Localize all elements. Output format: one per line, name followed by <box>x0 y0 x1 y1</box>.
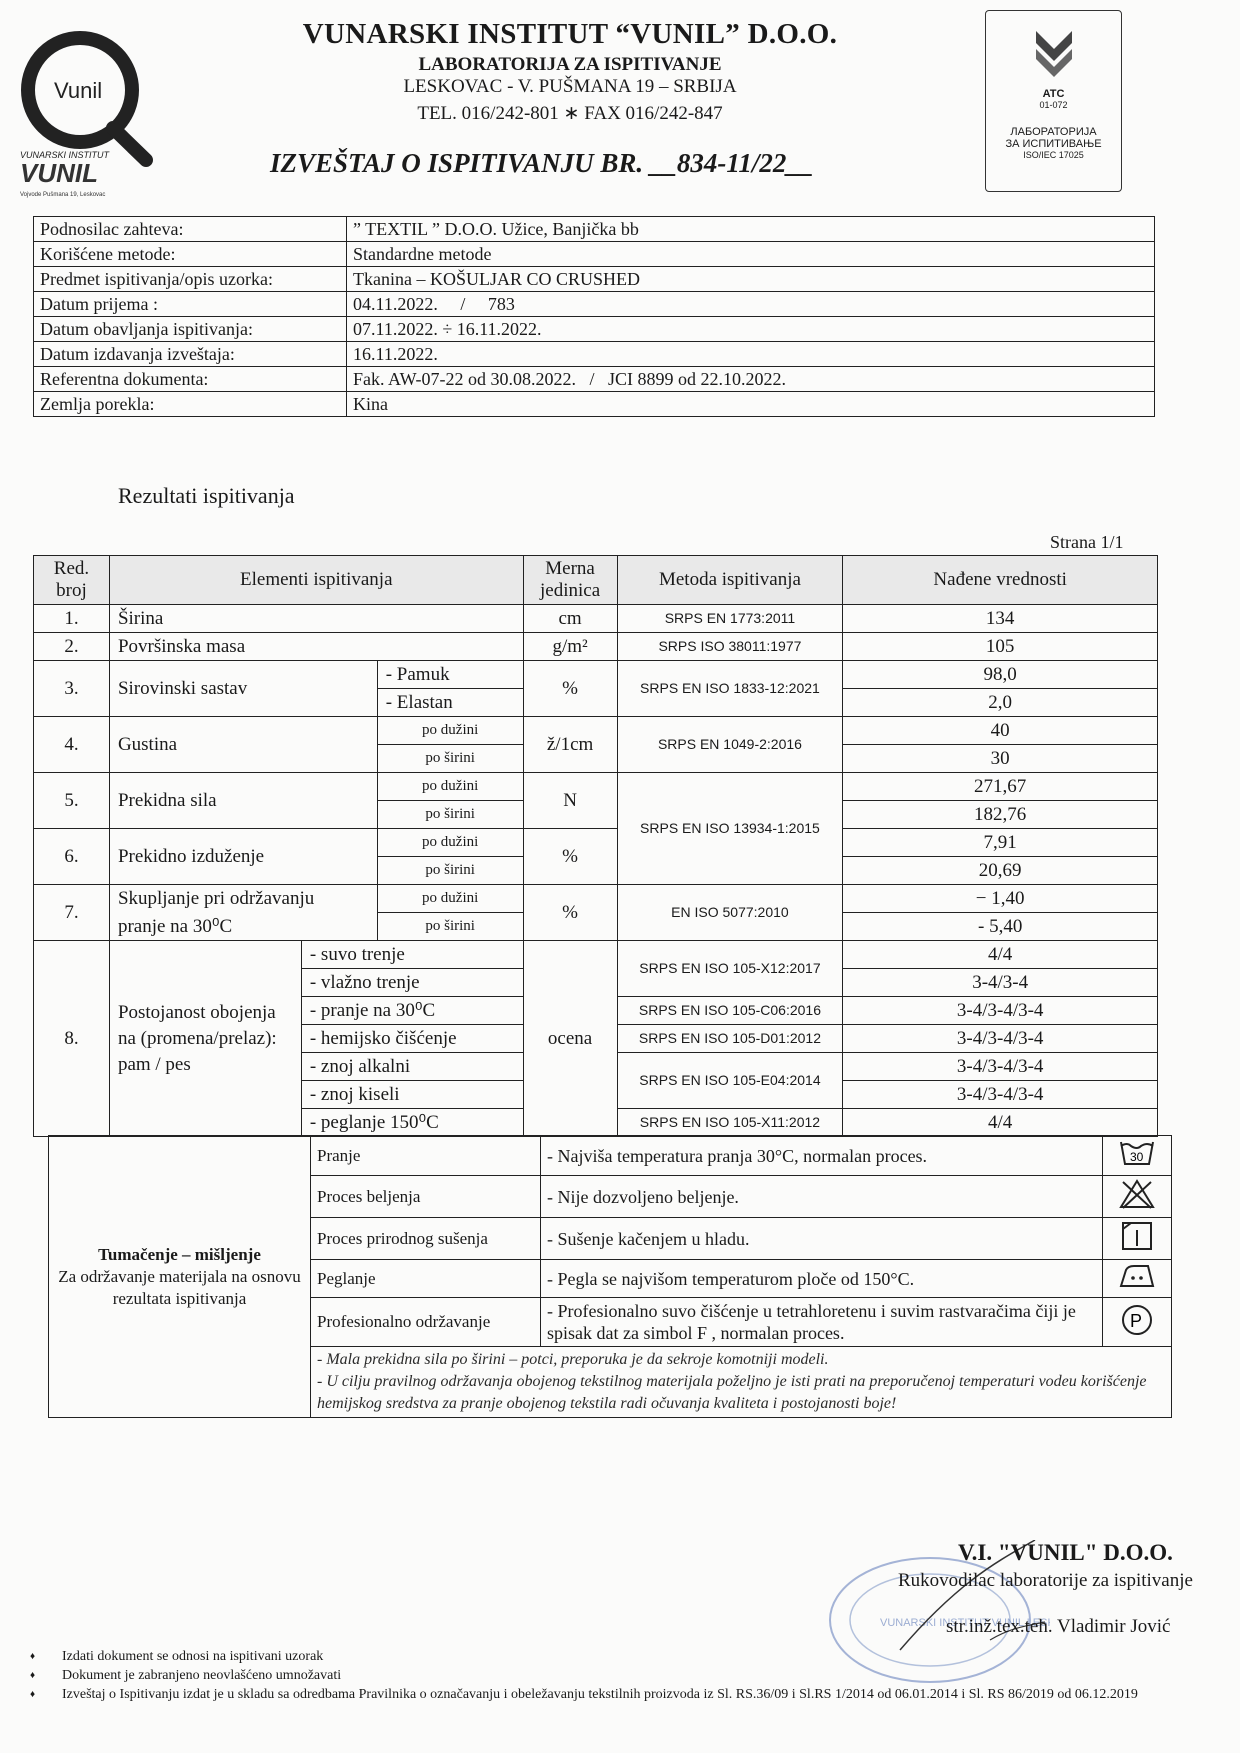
atc-label: ATC <box>1042 88 1065 100</box>
table-row: - hemijsko čišćenje SRPS EN ISO 105-D01:2012 3-4/3-4/3-4 <box>34 1025 1158 1053</box>
care-row: Proces beljenja - Nije dozvoljeno beljenje. <box>49 1176 1172 1218</box>
svg-text:VUNARSKI INSTITUT: VUNARSKI INSTITUT <box>20 150 110 160</box>
care-row: Profesionalno održavanje - Profesionalno suvo čišćenje u tetrahloretenu i suvim rastvaračima čiji je spisak dat za simbol F , normalan proces. P <box>49 1298 1172 1347</box>
table-row: 1. Širina cm SRPS EN 1773:2011 134 <box>34 605 1158 633</box>
table-row: - Elastan 2,0 <box>34 689 1158 717</box>
professional-dry-clean-p-icon <box>1103 1298 1172 1347</box>
table-row: pranje na 30⁰C po širini - 5,40 <box>34 913 1158 941</box>
table-row: po širini 20,69 <box>34 857 1158 885</box>
note-1: - Mala prekidna sila po širini – potci, preporuka je da sekroje komotniji modeli. <box>317 1351 829 1368</box>
table-row: - peglanje 150⁰C SRPS EN ISO 105-X11:2012 4/4 <box>34 1109 1158 1137</box>
institute-name: VUNARSKI INSTITUT “VUNIL” D.O.O. <box>302 18 838 50</box>
info-row: Korišćene metode: Standardne metode <box>34 242 1155 267</box>
institute-phone: TEL. 016/242-801 ∗ FAX 016/242-847 <box>417 103 723 124</box>
accreditation-badge: ATC 01-072 ЛАБОРАТОРИЈА ЗА ИСПИТИВАЊЕ ISO/IEC 17025 <box>985 10 1122 192</box>
care-row: Proces prirodnog sušenja - Sušenje kačenjem u hladu. <box>49 1218 1172 1260</box>
table-row: - znoj alkalni SRPS EN ISO 105-E04:2014 3-4/3-4/3-4 <box>34 1053 1158 1081</box>
table-row: 5. Prekidna sila po dužini N SRPS EN ISO 13934-1:2015 271,67 <box>34 773 1158 801</box>
header-element: Elementi ispitivanja <box>109 556 523 605</box>
footer-item: ♦ Dokument je zabranjeno neovlašćeno umnožavati <box>30 1666 1210 1685</box>
signature-name: str.inž.tex.teh. Vladimir Jović <box>946 1616 1171 1637</box>
table-row: 8. Postojanost obojenja na (promena/prelaz): pam / pes - suvo trenje ocena SRPS EN ISO 105-X12:2017 4/4 <box>34 941 1158 969</box>
care-notes <box>311 1347 1172 1418</box>
table-row: 3. Sirovinski sastav - Pamuk % SRPS EN ISO 1833-12:2021 98,0 <box>34 661 1158 689</box>
atc-logo-icon <box>1024 23 1084 83</box>
footer-item: ♦ Izveštaj o Ispitivanju izdat je u skladu sa odredbama Pravilnika o označavanju i obeležavanju tekstilnih proizvoda iz Sl. RS.36/09 i Sl.RS 1/2014 od 06.01.2014 i Sl. RS 86/2019 od 06.12.2019 <box>30 1685 1210 1704</box>
table-row: 2. Površinska masa g/m² SRPS ISO 38011:1977 105 <box>34 633 1158 661</box>
header-value: Nađene vrednosti <box>843 556 1158 605</box>
info-row: Podnosilac zahteva: ” TEXTIL ” D.O.O. Užice, Banjička bb <box>34 217 1155 242</box>
svg-text:P: P <box>1130 1310 1143 1331</box>
results-title: Rezultati ispitivanja <box>118 483 295 508</box>
table-row: 6. Prekidno izduženje po dužini % 7,91 <box>34 829 1158 857</box>
info-row: Datum izdavanja izveštaja: 16.11.2022. <box>34 342 1155 367</box>
no-bleach-icon <box>1103 1176 1172 1218</box>
results-table <box>33 555 1158 1137</box>
line-dry-shade-icon <box>1103 1218 1172 1260</box>
note-2: - U cilju pravilnog održavanja obojenog tekstilnog materijala poželjno je isti prati na preporučenoj temperaturi vodeu korišćenje hemijskog sredstva za pranje obojenog tekstila radi očuvanja kvaliteta i postojanosti boje! <box>317 1373 1147 1412</box>
info-row: Predmet ispitivanja/opis uzorka: Tkanina – KOŠULJAR CO CRUSHED <box>34 267 1155 292</box>
signature-role: Rukovodilac laboratorije za ispitivanje <box>898 1570 1193 1591</box>
wash-30-icon <box>1103 1136 1172 1176</box>
sample-info-table <box>33 216 1155 417</box>
institute-address: LESKOVAC - V. PUŠMANA 19 – SRBIJA <box>403 76 737 97</box>
header-no: Red. broj <box>34 556 110 605</box>
footer-notes <box>30 1647 1210 1704</box>
header-unit: Merna jedinica <box>523 556 617 605</box>
table-row: po širini 30 <box>34 745 1158 773</box>
results-header-row <box>34 556 1158 605</box>
interpretation-subtitle: Za održavanje materijala na osnovu rezultata ispitivanja <box>58 1266 301 1308</box>
info-row: Datum prijema : 04.11.2022. / 783 <box>34 292 1155 317</box>
table-row: - pranje na 30⁰C SRPS EN ISO 105-C06:2016 3-4/3-4/3-4 <box>34 997 1158 1025</box>
care-interpretation-table <box>48 1135 1172 1418</box>
header-method: Metoda ispitivanja <box>617 556 843 605</box>
table-row: po širini 182,76 <box>34 801 1158 829</box>
svg-text:Vojvode Pušmana 19, Leskovac: Vojvode Pušmana 19, Leskovac <box>20 192 106 198</box>
svg-text:VUNARSKI INSTITUT VUNIL LESKOV: VUNARSKI INSTITUT VUNIL LES <box>880 1617 1048 1629</box>
table-row: 4. Gustina po dužini ž/1cm SRPS EN 1049-2:2016 40 <box>34 717 1158 745</box>
info-row: Datum obavljanja ispitivanja: 07.11.2022. ÷ 16.11.2022. <box>34 317 1155 342</box>
lab-name: LABORATORIJA ZA ISPITIVANJE <box>418 54 722 75</box>
logo-text: Vunil <box>54 78 103 103</box>
table-row: 7. Skupljanje pri održavanju po dužini % EN ISO 5077:2010 − 1,40 <box>34 885 1158 913</box>
footer-item: ♦ Izdati dokument se odnosi na ispitivani uzorak <box>30 1647 1210 1666</box>
signature-company: V.I. "VUNIL" D.O.O. <box>958 1540 1173 1565</box>
atc-code: 01-072 <box>1039 100 1068 110</box>
care-row: Tumačenje – mišljenje Za održavanje materijala na osnovu rezultata ispitivanja Pranje - Najviša temperatura pranja 30°C, normalan proces. 30 <box>49 1136 1172 1176</box>
table-row: - vlažno trenje 3-4/3-4 <box>34 969 1158 997</box>
table-row: - znoj kiseli 3-4/3-4/3-4 <box>34 1081 1158 1109</box>
svg-text:VUNIL: VUNIL <box>20 158 98 188</box>
care-row: Peglanje - Pegla se najvišom temperaturom ploče od 150°C. <box>49 1260 1172 1298</box>
info-row: Zemlja porekla: Kina <box>34 392 1155 417</box>
iron-icon <box>1103 1260 1172 1298</box>
interpretation-title: Tumačenje – mišljenje <box>98 1244 261 1264</box>
page-number: Strana 1/1 <box>1050 532 1124 552</box>
info-row: Referentna dokumenta: Fak. AW-07-22 od 30.08.2022. / JCI 8899 od 22.10.2022. <box>34 367 1155 392</box>
svg-text:30: 30 <box>1130 1150 1144 1164</box>
report-title: IZVEŠTAJ O ISPITIVANJU BR. __834-11/22__ <box>270 148 814 178</box>
